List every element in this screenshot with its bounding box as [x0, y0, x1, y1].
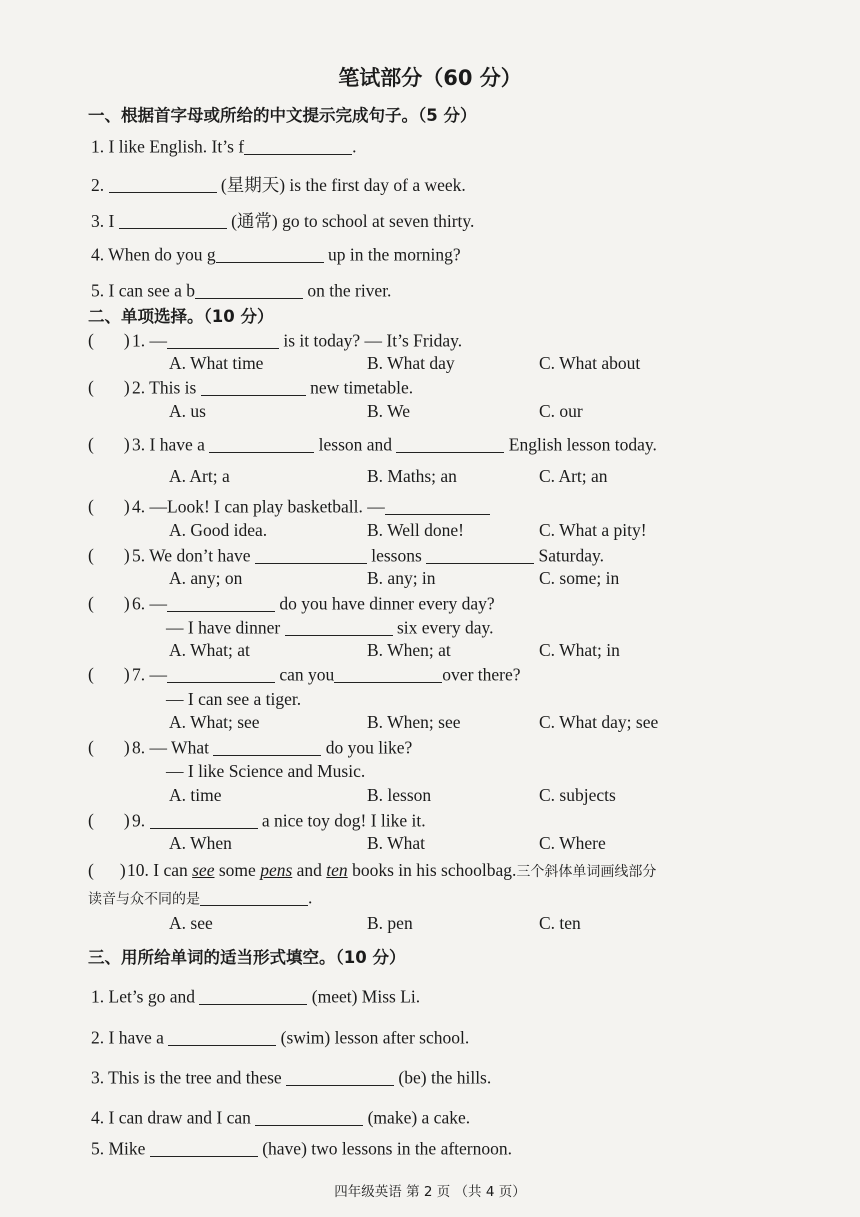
answer-blank[interactable] — [109, 175, 217, 194]
q2-option-a[interactable]: A. us — [169, 401, 206, 421]
answer-blank[interactable] — [255, 545, 367, 564]
q10-option-a[interactable]: A. see — [169, 913, 213, 933]
answer-bracket[interactable]: ( ) — [88, 434, 130, 454]
q8-text: 8. — What do you like? — [132, 737, 413, 758]
section-1-heading: 一、根据首字母或所给的中文提示完成句子。（5 分） — [88, 106, 477, 125]
answer-bracket[interactable]: ( ) — [88, 737, 130, 757]
q10-text: 10. I can see some pens and ten books in his schoolbag.三个斜体单词画线部分 — [127, 860, 657, 880]
q3-option-a[interactable]: A. Art; a — [169, 466, 230, 486]
answer-blank[interactable] — [167, 593, 275, 612]
answer-bracket[interactable]: ( ) — [88, 664, 130, 684]
answer-blank[interactable] — [286, 1067, 394, 1086]
answer-blank[interactable] — [168, 1027, 276, 1046]
q6-option-a[interactable]: A. What; at — [169, 640, 250, 660]
q4-option-a[interactable]: A. Good idea. — [169, 520, 268, 540]
q6-text: 6. — do you have dinner every day? — [132, 593, 495, 614]
q4-text: 4. —Look! I can play basketball. — — [132, 496, 490, 518]
q5-option-c[interactable]: C. some; in — [539, 568, 620, 588]
answer-blank[interactable] — [167, 664, 275, 683]
s1-item-5: 5. I can see a b on the river. — [91, 280, 392, 301]
answer-blank[interactable] — [200, 887, 308, 906]
s3-item-5: 5. Mike (have) two lessons in the afternoon. — [91, 1138, 512, 1159]
q7-option-a[interactable]: A. What; see — [169, 712, 260, 732]
q10-option-b[interactable]: B. pen — [367, 913, 413, 933]
s1-item-4: 4. When do you g up in the morning? — [91, 244, 461, 265]
q8-response: — I like Science and Music. — [166, 761, 366, 781]
q3-option-b[interactable]: B. Maths; an — [367, 466, 457, 486]
answer-blank[interactable] — [213, 737, 321, 756]
section-2-heading: 二、单项选择。（10 分） — [88, 307, 274, 326]
q1-option-c[interactable]: C. What about — [539, 353, 641, 373]
answer-blank[interactable] — [244, 136, 352, 155]
q9-option-c[interactable]: C. Where — [539, 833, 606, 853]
answer-blank[interactable] — [426, 545, 534, 564]
q3-option-c[interactable]: C. Art; an — [539, 466, 608, 486]
q7-text: 7. — can you over there? — [132, 664, 521, 685]
answer-bracket[interactable]: ( ) — [88, 377, 130, 397]
q8-option-c[interactable]: C. subjects — [539, 785, 616, 805]
section-3-heading: 三、用所给单词的适当形式填空。（10 分） — [88, 948, 406, 967]
q1-option-b[interactable]: B. What day — [367, 353, 455, 373]
q10-option-c[interactable]: C. ten — [539, 913, 581, 933]
s1-item-2: 2. (星期天) is the first day of a week. — [91, 175, 466, 195]
answer-bracket[interactable]: ( ) — [88, 593, 130, 613]
s1-item-1: 1. I like English. It’s f . — [91, 136, 357, 157]
q5-option-b[interactable]: B. any; in — [367, 568, 436, 588]
answer-blank[interactable] — [201, 377, 306, 396]
answer-bracket[interactable]: ( ) — [88, 545, 130, 565]
s3-item-2: 2. I have a (swim) lesson after school. — [91, 1027, 470, 1048]
q5-option-a[interactable]: A. any; on — [169, 568, 243, 588]
answer-blank[interactable] — [150, 1138, 258, 1157]
q4-option-b[interactable]: B. Well done! — [367, 520, 464, 540]
s3-item-1: 1. Let’s go and (meet) Miss Li. — [91, 986, 421, 1007]
answer-bracket[interactable]: ( ) — [88, 496, 130, 516]
answer-blank[interactable] — [209, 434, 314, 453]
q2-text: 2. This is new timetable. — [132, 377, 414, 398]
q6-option-b[interactable]: B. When; at — [367, 640, 451, 660]
answer-bracket[interactable]: ( ) — [88, 810, 130, 830]
q7-option-b[interactable]: B. When; see — [367, 712, 461, 732]
answer-blank[interactable] — [334, 664, 442, 683]
answer-blank[interactable] — [396, 434, 504, 453]
q5-text: 5. We don’t have lessons Saturday. — [132, 545, 604, 566]
q4-option-c[interactable]: C. What a pity! — [539, 520, 647, 540]
s3-item-3: 3. This is the tree and these (be) the hills. — [91, 1067, 492, 1088]
q1-option-a[interactable]: A. What time — [169, 353, 264, 373]
page-title: 笔试部分（60 分） — [338, 66, 522, 90]
answer-blank[interactable] — [216, 244, 324, 263]
q7-response: — I can see a tiger. — [166, 689, 302, 709]
q2-option-c[interactable]: C. our — [539, 401, 583, 421]
answer-blank[interactable] — [150, 810, 258, 829]
q8-option-b[interactable]: B. lesson — [367, 785, 432, 805]
answer-blank[interactable] — [119, 211, 227, 230]
answer-bracket[interactable]: ( ) — [88, 330, 130, 350]
answer-blank[interactable] — [255, 1107, 363, 1126]
q6-option-c[interactable]: C. What; in — [539, 640, 620, 660]
answer-blank[interactable] — [199, 986, 307, 1005]
q2-option-b[interactable]: B. We — [367, 401, 410, 421]
q7-option-c[interactable]: C. What day; see — [539, 712, 659, 732]
q9-option-b[interactable]: B. What — [367, 833, 426, 853]
q9-option-a[interactable]: A. When — [169, 833, 232, 853]
answer-blank[interactable] — [195, 280, 303, 299]
answer-bracket[interactable]: ( ) — [88, 860, 126, 880]
q3-text: 3. I have a lesson and English lesson today. — [132, 434, 657, 455]
answer-blank[interactable] — [385, 496, 490, 515]
page-footer: 四年级英语 第 2 页 （共 4 页） — [334, 1184, 526, 1200]
q1-text: 1. — is it today? — It’s Friday. — [132, 330, 463, 351]
answer-blank[interactable] — [167, 330, 279, 349]
q9-text: 9. a nice toy dog! I like it. — [132, 810, 426, 831]
s3-item-4: 4. I can draw and I can (make) a cake. — [91, 1107, 471, 1128]
q6-response: — I have dinner six every day. — [166, 617, 494, 638]
s1-item-3: 3. I (通常) go to school at seven thirty. — [91, 211, 475, 231]
answer-blank[interactable] — [285, 617, 393, 636]
q10-instruction: 读音与众不同的是 . — [88, 887, 313, 908]
q8-option-a[interactable]: A. time — [169, 785, 222, 805]
